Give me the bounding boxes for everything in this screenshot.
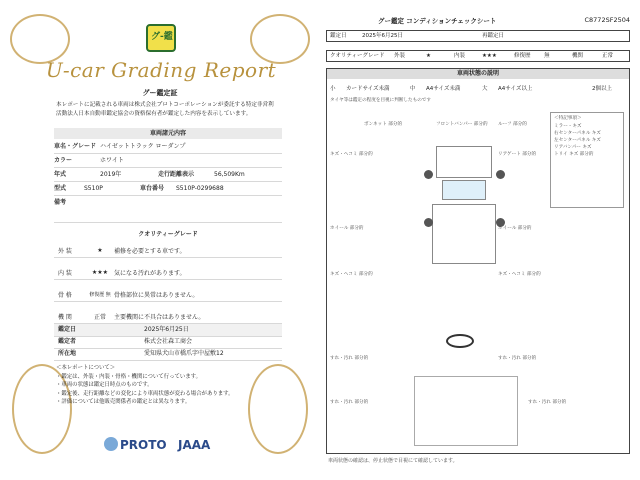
part-label: ボンネット 部分的 xyxy=(364,122,403,127)
ornament-top-left xyxy=(10,14,70,64)
size-large-desc: A4サイズ以上 xyxy=(498,86,533,92)
side-note: 右センターパネル キズ xyxy=(554,131,601,136)
size-mid-desc: A4サイズ未満 xyxy=(426,86,461,92)
quality-header: クオリティーグレード xyxy=(54,229,282,240)
part-label: キズ・ヘコミ 部分的 xyxy=(330,272,373,277)
part-label: キズ・ヘコミ 部分的 xyxy=(498,272,541,277)
goo-appraisal-logo-icon: グ-鑑 xyxy=(146,24,176,52)
condition-check-sheet xyxy=(318,4,636,476)
sheet-footer: 車両状態の確認は、停止状態で目視にて確認しています。 xyxy=(328,458,458,464)
part-label: ホイール 部分的 xyxy=(330,226,364,231)
sheet-title: グー鑑定 コンディションチェックシート xyxy=(378,17,497,25)
row-appraiser: 鑑定者 株式会社森工商会 xyxy=(54,336,282,349)
date-value: 2025年6月25日 xyxy=(362,33,403,39)
interior-label: すれ・汚れ 部分的 xyxy=(330,400,369,405)
row-color: カラー ホワイト xyxy=(54,155,282,168)
reinspect-label: 再鑑定日 xyxy=(482,33,505,39)
desc-header: 車両状態の説明 xyxy=(327,69,629,79)
row-year-mileage: 年式 2019年 走行距離表示 56,509Km xyxy=(54,169,282,182)
brand-jaaa: JAAA xyxy=(178,438,211,452)
side-notes-title: ＜特記事項＞ xyxy=(554,116,582,121)
repair-label: 修復歴 xyxy=(514,53,531,59)
interior-label: すれ・汚れ 部分的 xyxy=(528,400,567,405)
row-car-name: 車名・グレード ハイゼットトラック ローダンプ xyxy=(54,141,282,154)
size-multi: 2個以上 xyxy=(592,86,612,92)
quality-label: クオリティーグレード xyxy=(330,53,385,59)
side-note: ミラー・キズ xyxy=(554,124,582,129)
sheet-id: C8772SF2504 xyxy=(584,16,630,24)
grading-certificate xyxy=(6,4,314,476)
car-bed xyxy=(432,204,496,264)
ext-mark: ★ xyxy=(426,53,431,59)
row-model-chassis: 型式 S510P 車台番号 S510P-0299688 xyxy=(54,183,282,196)
size-small-desc: カードサイズ未満 xyxy=(346,86,390,92)
part-label: フロントバンパー 部分的 xyxy=(436,122,488,127)
wheel-icon xyxy=(424,170,433,179)
part-label: キズ・ヘコミ 部分的 xyxy=(330,152,373,157)
steering-wheel-icon xyxy=(446,334,474,348)
engine-label: 機関 xyxy=(572,53,584,59)
row-remarks: 備考 xyxy=(54,197,282,223)
proto-logo-icon xyxy=(104,437,118,451)
grade-frame: 骨 格 修復歴 無 骨格部位に異常はありません。 xyxy=(54,288,282,302)
certificate-title: U-car Grading Report xyxy=(45,58,277,82)
side-note: トリイ キズ 部分的 xyxy=(554,152,594,157)
interior-diagram xyxy=(414,376,518,446)
brand-proto: PROTO xyxy=(120,438,167,452)
ornament-top-right xyxy=(250,14,310,64)
side-note: リアバンパー キズ xyxy=(554,145,592,150)
grade-engine: 機 関 正常 主要機関に不具合はありません。 xyxy=(54,310,282,324)
interior-label: すれ・汚れ 部分的 xyxy=(330,356,369,361)
repair-value: 無 xyxy=(544,53,550,59)
side-note: 左センターパネル キズ xyxy=(554,138,601,143)
certificate-notes: ＜本レポートについて＞ ・鑑定は、外装・内装・骨格・機関について行っています。 ・車両の状態は鑑定日時点のものです。 ・鑑定後、走行距離などの変化により車両状態が変わる場合があります。 ・評価については他販売関係者の鑑定とは異なります。 xyxy=(56,365,234,405)
size-large: 大 xyxy=(482,86,488,92)
ext-label: 外装 xyxy=(394,53,406,59)
wheel-icon xyxy=(424,218,433,227)
engine-value: 正常 xyxy=(602,53,614,59)
spec-header: 車両諸元内容 xyxy=(54,128,282,139)
part-label: リアゲート 部分的 xyxy=(498,152,537,157)
date-label: 鑑定日 xyxy=(330,33,347,39)
grade-interior: 内 装 ★★★ 気になる汚れがあります。 xyxy=(54,266,282,280)
size-small: 小 xyxy=(330,86,336,92)
interior-label: すれ・汚れ 部分的 xyxy=(498,356,537,361)
row-appraisal-date: 鑑定日 2025年6月25日 xyxy=(54,324,282,337)
row-location: 所在地 愛知県犬山市橋爪字中屋敷12 xyxy=(54,348,282,361)
int-label: 内装 xyxy=(454,53,466,59)
part-label: ルーフ 部分的 xyxy=(498,122,527,127)
grade-exterior: 外 装 ★ 補修を必要とする車です。 xyxy=(54,244,282,258)
int-mark: ★★★ xyxy=(482,53,497,59)
certificate-subtitle: グー鑑定証 xyxy=(142,89,178,97)
certificate-intro: 本レポートに記載される車両は株式会社プロトコーポレーションが委託する特定非営利活動法人日本自動車鑑定協会の資格保有者が鑑定した内容を表示しています。 xyxy=(56,102,274,117)
car-cab xyxy=(436,146,492,178)
legend-note: タイヤ等は鑑定の程度を目視に判断したものです xyxy=(330,98,431,103)
size-mid: 中 xyxy=(410,86,416,92)
car-windshield xyxy=(442,180,486,200)
part-label: ホイール 部分的 xyxy=(498,226,532,231)
wheel-icon xyxy=(496,170,505,179)
